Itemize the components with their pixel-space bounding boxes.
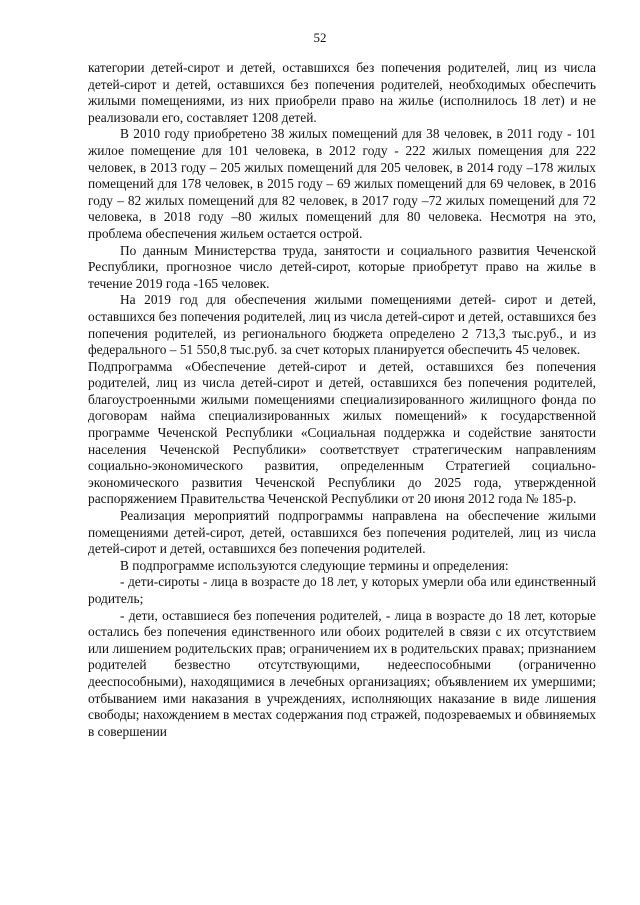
paragraph-implementation: Реализация мероприятий подпрограммы направлена на обеспечение жилыми помещениями детей-сирот, детей, оставшихся без попечения родителей, лиц из числа детей-сирот и детей, оставшихся без попечения родителей. bbox=[88, 508, 596, 557]
body-text bbox=[88, 60, 596, 740]
paragraph-terms-intro: В подпрограмме используются следующие термины и определения: bbox=[120, 557, 509, 573]
paragraph-ministry-forecast: По данным Министерства труда, занятости и социального развития Чеченской Республики, прогнозное число детей-сирот, которые приобретут право на жилье в течение 2019 года -165 человек. bbox=[88, 242, 596, 291]
paragraph-subprogram: Подпрограмма «Обеспечение детей-сирот и детей, оставшихся без попечения родителей, лиц из числа детей-сирот и детей, оставшихся без попечения родителей, благоустроенными жилыми помещениями специализированного жилищного фонда по договорам найма специализированных жилых помещений» к государственной программе Чеченской Республики «Социальная поддержка и содействие занятости населения Чеченской Республики» соответствует стратегическим направлениям социально-экономического развития, определенным Стратегией социально-экономического развития Чеченской Республики до 2025 года, утвержденной распоряжением Правительства Чеченской Республики от 20 июня 2012 года № 185-р. bbox=[88, 358, 596, 507]
page-number: 52 bbox=[313, 30, 327, 45]
paragraph-2019-funding: На 2019 год для обеспечения жилыми помещениями детей- сирот и детей, оставшихся без попечения родителей, лиц из числа детей-сирот и детей, оставшихся без попечения родителей, из регионального бюджета определено 2 713,3 тыс.руб., и из федерального – 51 550,8 тыс.руб. за счет которых планируется обеспечить 45 человек. bbox=[88, 292, 596, 358]
paragraph-orphans-count: категории детей-сирот и детей, оставшихся без попечения родителей, лиц из числа детей-сирот и детей, оставшихся без попечения родителей, необходимых обеспечить жилыми помещениями, из них приобрели право на жилье (исполнилось 18 лет) и не реализовали его, составляет 1208 детей. bbox=[88, 60, 596, 125]
paragraph-term-orphans: - дети-сироты - лица в возрасте до 18 лет, у которых умерли оба или единственный родитель; bbox=[88, 574, 596, 606]
paragraph-housing-by-year: В 2010 году приобретено 38 жилых помещений для 38 человек, в 2011 году - 101 жилое помещение для 101 человека, в 2012 году - 222 жилых помещения для 222 человек, в 2013 году – 205 жилых помещений для 205 человек, в 2014 году –178 жилых помещений для 178 человек, в 2015 году – 69 жилых помещений для 69 человек, в 2016 году – 82 жилых помещений для 82 человек, в 2017 году –72 жилых помещений для 72 человека, в 2018 году –80 жилых помещений для 80 человека. Несмотря на это, проблема обеспечения жильем остается острой. bbox=[88, 126, 596, 241]
paragraph-term-without-care: - дети, оставшиеся без попечения родителей, - лица в возрасте до 18 лет, которые остались без попечения единственного или обоих родителей в связи с их отсутствием или лишением родительских прав; ограничением их в родительских правах; признанием родителей безвестно отсутствующими, недееспособными (ограниченно дееспособными), находящимися в лечебных организациях; объявлением их умершими; отбыванием ими наказания в учреждениях, исполняющих наказание в виде лишения свободы; нахождением в местах содержания под стражей, подозреваемых и обвиняемых в совершении bbox=[88, 607, 596, 739]
